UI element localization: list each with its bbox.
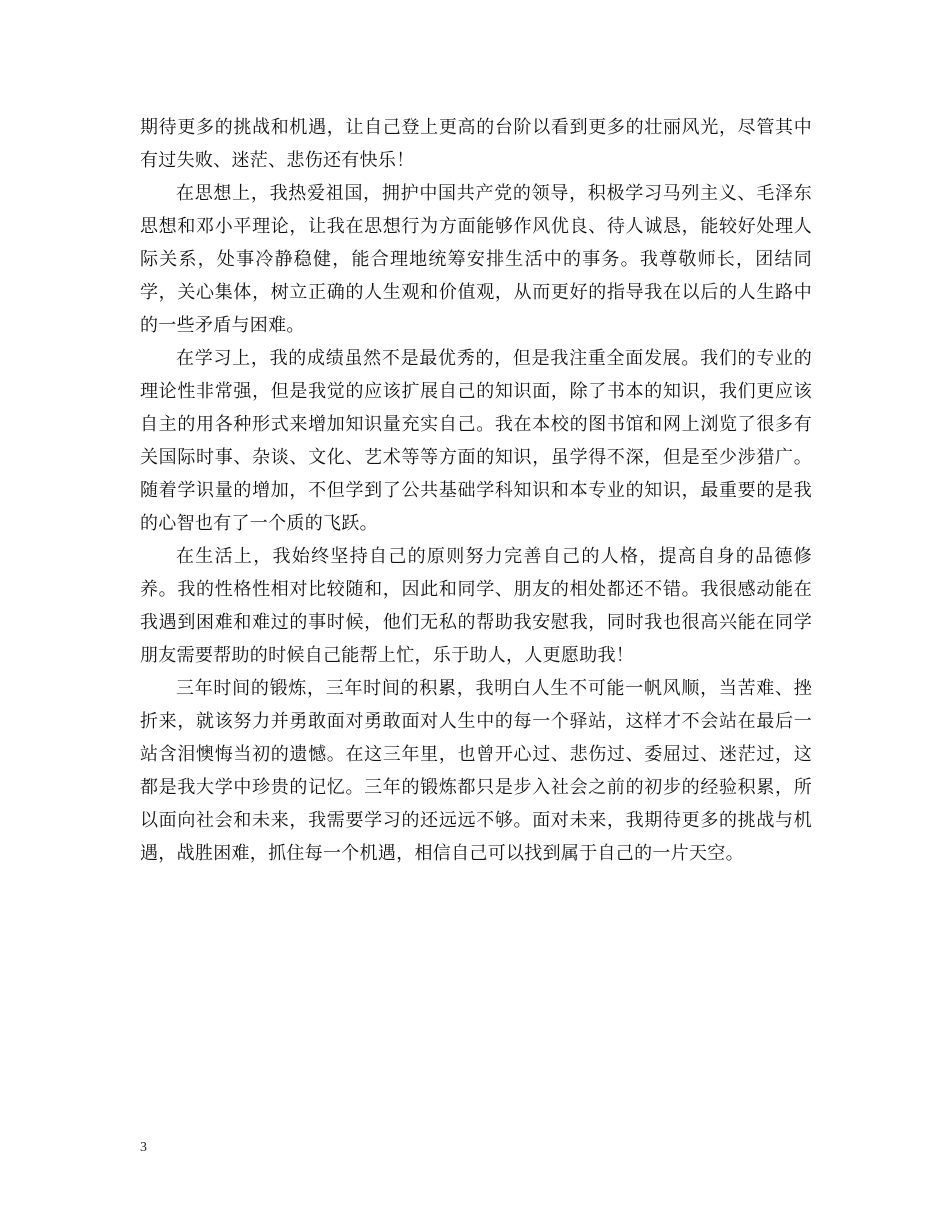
paragraph-study: 在学习上，我的成绩虽然不是最优秀的，但是我注重全面发展。我们的专业的理论性非常强，但是我觉的应该扩展自己的知识面，除了书本的知识，我们更应该自主的用各种形式来增加知识量充实自己。我在本校的图书馆和网上浏览了很多有关国际时事、杂谈、文化、艺术等等方面的知识，虽学得不深，但是至少涉猎广。随着学识量的增加，不但学到了公共基础学科知识和本专业的知识，最重要的是我的心智也有了一个质的飞跃。 <box>140 348 812 534</box>
page-number: 3 <box>140 1140 147 1155</box>
paragraph-summary: 三年时间的锻炼，三年时间的积累，我明白人生不可能一帆风顺，当苦难、挫折来，就该努力并勇敢面对勇敢面对人生中的每一个驿站，这样才不会站在最后一站含泪懊悔当初的遗憾。在这三年里，也曾开心过、悲伤过、委屈过、迷茫过，这都是我大学中珍贵的记忆。三年的锻炼都只是步入社会之前的初步的经验积累，所以面向社会和未来，我需要学习的还远远不够。面对未来，我期待更多的挑战与机遇，战胜困难，抓住每一个机遇，相信自己可以找到属于自己的一片天空。 <box>140 678 812 864</box>
paragraph-continuation: 期待更多的挑战和机遇，让自己登上更高的台阶以看到更多的壮丽风光，尽管其中有过失败、迷茫、悲伤还有快乐！ <box>140 117 812 171</box>
paragraph-ideology: 在思想上，我热爱祖国，拥护中国共产党的领导，积极学习马列主义、毛泽东思想和邓小平理论，让我在思想行为方面能够作风优良、待人诚恳，能较好处理人际关系，处事冷静稳健，能合理地统筹安排生活中的事务。我尊敬师长，团结同学，关心集体，树立正确的人生观和价值观，从而更好的指导我在以后的人生路中的一些矛盾与困难。 <box>140 183 812 336</box>
paragraph-life: 在生活上，我始终坚持自己的原则努力完善自己的人格，提高自身的品德修养。我的性格性相对比较随和，因此和同学、朋友的相处都还不错。我很感动能在我遇到困难和难过的事时候，他们无私的帮助我安慰我，同时我也很高兴能在同学朋友需要帮助的时候自己能帮上忙，乐于助人，人更愿助我！ <box>140 546 812 666</box>
document-body <box>140 111 812 870</box>
